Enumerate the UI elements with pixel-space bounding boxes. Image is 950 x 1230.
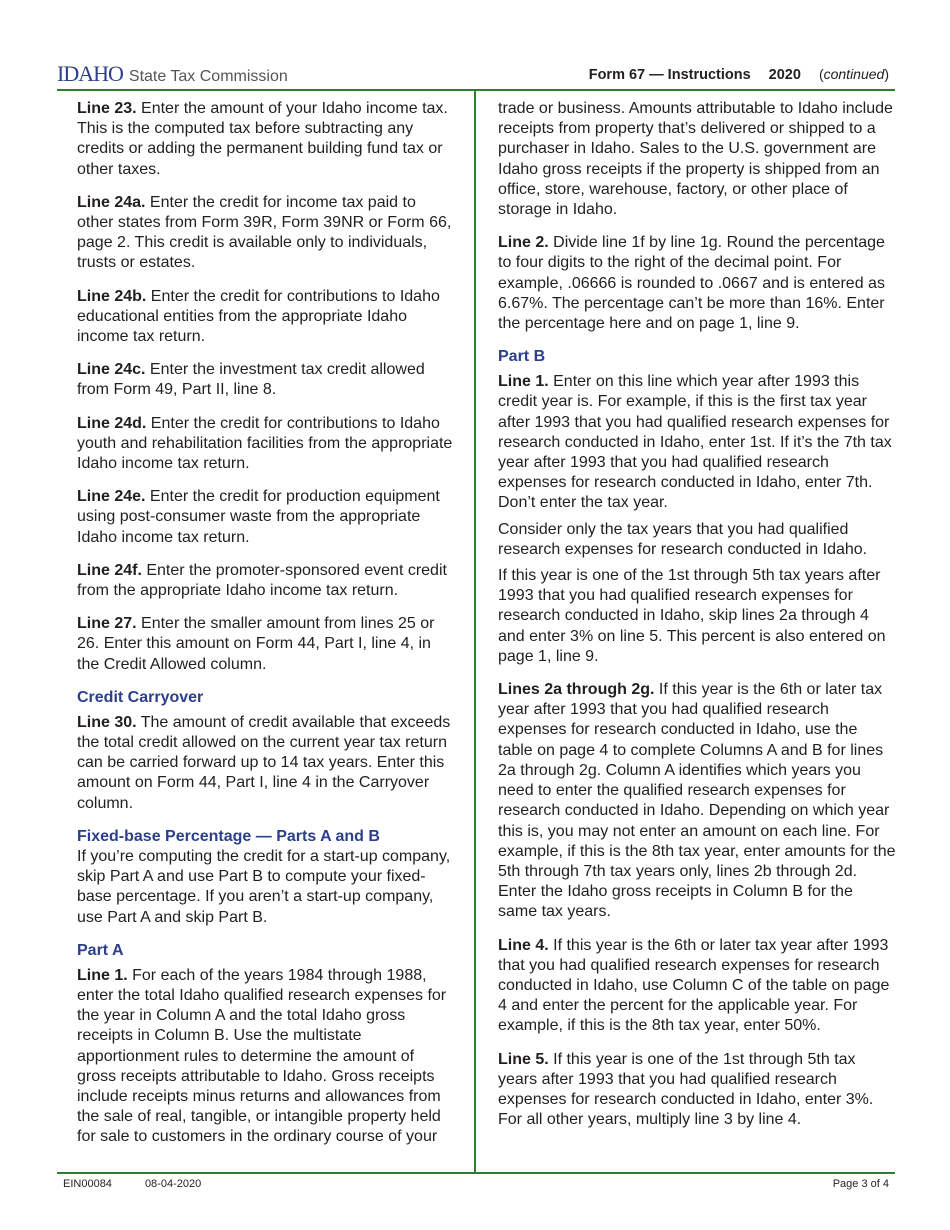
footer-left <box>63 1177 201 1191</box>
page-number: Page 3 of 4 <box>832 1178 889 1190</box>
form-year: 2020 <box>768 67 801 83</box>
heading-fixed-base-percentage: Fixed-base Percentage — Parts A and B <box>77 827 380 845</box>
page-header <box>57 62 895 86</box>
idaho-logo <box>57 62 288 89</box>
column-divider <box>474 90 476 1173</box>
instruction-line-24d: Line 24d. Enter the credit for contributions to Idaho youth and rehabilitation facilities from the appropriate Idaho income tax return. <box>77 414 453 473</box>
form-title: Form 67 — Instructions <box>588 67 751 83</box>
instruction-line-24f: Line 24f. Enter the promoter-sponsored event credit from the appropriate Idaho income tax return. <box>77 561 447 600</box>
instruction-part-b-line-4: Line 4. If this year is the 6th or later tax year after 1993 that you had qualified research expenses for research conducted in Idaho, use Column C of the table on page 4 and enter the percent for the applicable year. For example, if this is the 8th tax year, enter 50%. <box>498 936 890 1035</box>
part-b-first-five-years: If this year is one of the 1st through 5th tax years after 1993 that you had qualified research expenses for research conducted in Idaho, skip lines 2a through 4 and enter 3% on line 5. This percent is also entered on page 1, line 9. <box>498 567 886 665</box>
instruction-part-a-line-2: Line 2. Divide line 1f by line 1g. Round the percentage to four digits to the right of the decimal point. For example, .06666 is rounded to .0667 and is entered as 6.67%. The percentage can’t be more than 16%. Enter the percentage here and on page 1, line 9. <box>498 234 885 333</box>
fixed-base-intro: If you’re computing the credit for a start-up company, skip Part A and use Part B to compute your fixed-base percentage. If you aren’t a start-up company, use Part A and skip Part B. <box>77 847 451 926</box>
revision-date: 08-04-2020 <box>144 1178 202 1190</box>
instruction-line-30: Line 30. The amount of credit available that exceeds the total credit allowed on the current year tax return can be carried forward up to 14 tax years. Enter this amount on Form 44, Part I, line 4 in the Carryover column. <box>77 713 451 812</box>
top-rule <box>57 89 895 91</box>
instruction-part-a-line-1: Line 1. For each of the years 1984 through 1988, enter the total Idaho qualified research expenses for the year in Column A and the total Idaho gross receipts in Column B. Use the multistate apportionment rules to determine the amount of gross receipts attributable to Idaho. Gross receipts include receipts minus returns and allowances from the sale of real, tangible, or intangible property held for sale to customers in the ordinary course of your <box>77 966 447 1146</box>
bottom-rule <box>57 1172 895 1174</box>
instruction-line-24c: Line 24c. Enter the investment tax credit allowed from Form 49, Part II, line 8. <box>77 361 425 399</box>
continued-label: (continued) <box>818 66 889 82</box>
left-column <box>77 99 455 1161</box>
heading-part-b: Part B <box>498 348 546 366</box>
heading-part-a: Part A <box>77 941 124 959</box>
heading-credit-carryover: Credit Carryover <box>77 688 204 706</box>
form-id: EIN00084 <box>63 1178 112 1190</box>
instruction-line-24e: Line 24e. Enter the credit for production equipment using post-consumer waste from the appropriate Idaho income tax return. <box>77 488 440 546</box>
logo-subtitle: State Tax Commission <box>128 68 288 85</box>
instruction-line-24b: Line 24b. Enter the credit for contributions to Idaho educational entities from the appropriate Idaho income tax return. <box>77 287 440 346</box>
instruction-part-b-line-5: Line 5. If this year is one of the 1st through 5th tax years after 1993 that you had qualified research expenses for research conducted in Idaho, enter 3%. For all other years, multiply line 3 by line 4. <box>498 1050 874 1129</box>
part-b-note: Consider only the tax years that you had qualified research expenses for research conducted in Idaho. <box>498 520 868 558</box>
instruction-line-27: Line 27. Enter the smaller amount from lines 25 or 26. Enter this amount on Form 44, Part I, line 4, in the Credit Allowed column. <box>77 615 435 673</box>
logo-wordmark: IDAHO <box>57 61 123 86</box>
instruction-line-24a: Line 24a. Enter the credit for income tax paid to other states from Form 39R, Form 39NR or Form 66, page 2. This credit is available only to individuals, trusts or estates. <box>77 193 452 272</box>
right-column <box>498 99 896 1143</box>
part-a-line-1-continued: trade or business. Amounts attributable to Idaho include receipts from property that’s delivered or shipped to a purchaser in Idaho. Sales to the U.S. government are Idaho gross receipts if the property is shipped from an office, store, warehouse, factory, or other place of storage in Idaho. <box>498 100 893 219</box>
instruction-lines-2a-2g: Lines 2a through 2g. If this year is the 6th or later tax year after 1993 that you had qualified research expenses for research conducted in Idaho, use the table on page 4 to complete Columns A and B for lines 2a through 2g. Column A identifies which years you need to enter the qualified research expenses for research conducted in Idaho. Depending on which year this is, you may not enter an amount on each line. For example, if this is the 8th tax year, enter amounts for the 5th through 7th tax years only, lines 2b through 2d. Enter the Idaho gross receipts in Column B for the same tax years. <box>498 681 896 921</box>
instruction-part-b-line-1: Line 1. Enter on this line which year after 1993 this credit year is. For example, if this is the first tax year after 1993 that you had qualified research expenses for research conducted in Idaho, enter 1st. If it’s the 7th tax year after 1993 that you had qualified research expenses for research conducted in Idaho, enter 7th. Don’t enter the tax year. <box>498 373 892 512</box>
instruction-line-23: Line 23. Enter the amount of your Idaho income tax. This is the computed tax before subtracting any credits or adding the permanent building fund tax or other taxes. <box>77 100 448 178</box>
form-title-line <box>589 65 889 84</box>
